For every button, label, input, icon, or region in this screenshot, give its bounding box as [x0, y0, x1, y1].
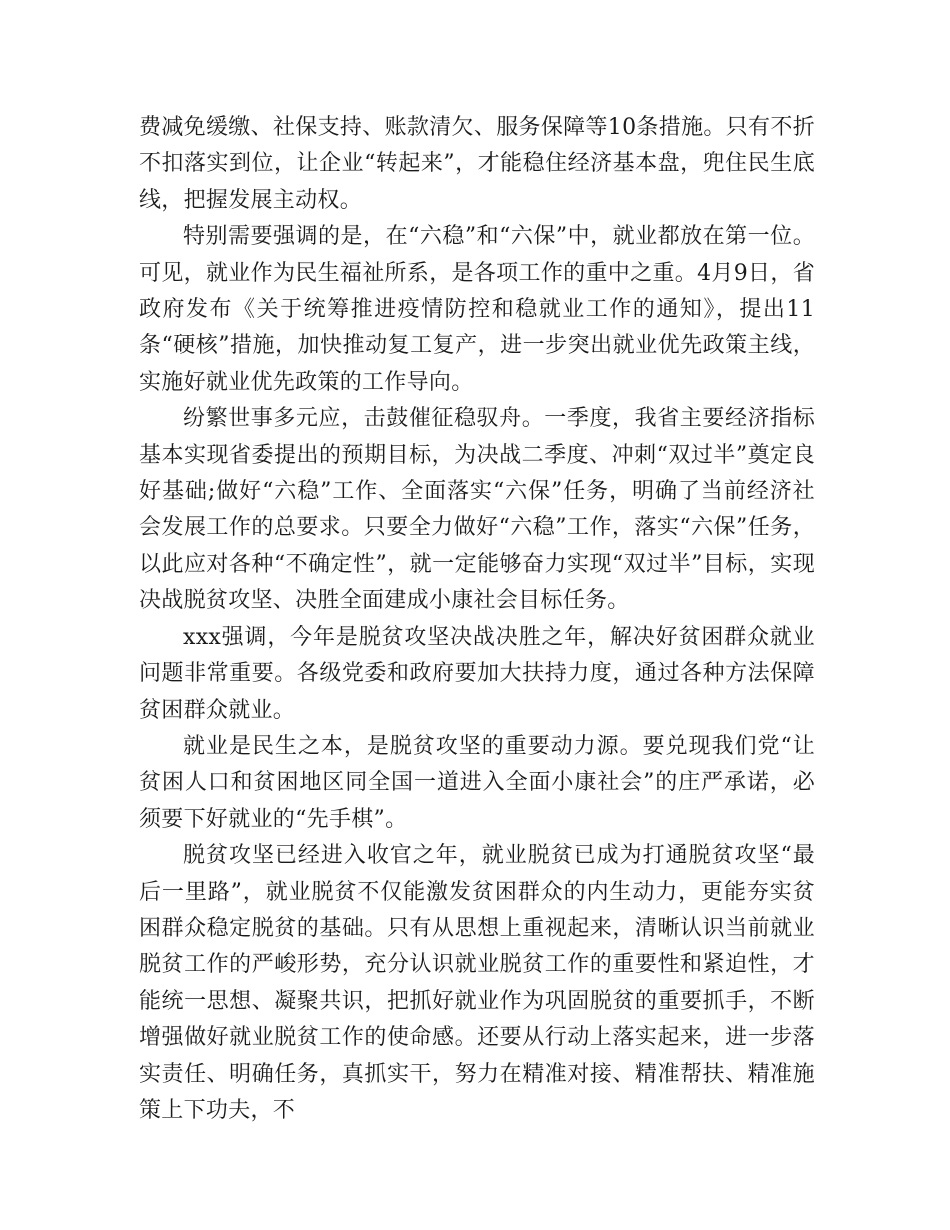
- paragraph-2: 特别需要强调的是，在“六稳”和“六保”中，就业都放在第一位。可见，就业作为民生福祉所系，是各项工作的重中之重。4月9日，省政府发布《关于统筹推进疫情防控和稳就业工作的通知》，提出11条“硬核”措施，加快推动复工复产，进一步突出就业优先政策主线，实施好就业优先政策的工作导向。: [139, 224, 815, 395]
- paragraph-5: 就业是民生之本，是脱贫攻坚的重要动力源。要兑现我们党“让贫困人口和贫困地区同全国一道进入全面小康社会”的庄严承诺，必须要下好就业的“先手棋”。: [139, 733, 815, 832]
- paragraph-1: 费减免缓缴、社保支持、账款清欠、服务保障等10条措施。只有不折不扣落实到位，让企业“转起来”，才能稳住经济基本盘，兜住民生底线，把握发展主动权。: [139, 115, 815, 213]
- document-body: [139, 110, 815, 1129]
- paragraph-3: 纷繁世事多元应，击鼓催征稳驭舟。一季度，我省主要经济指标基本实现省委提出的预期目标，为决战二季度、冲刺“双过半”奠定良好基础;做好“六稳”工作、全面落实“六保”任务，明确了当前经济社会发展工作的总要求。只要全力做好“六稳”工作，落实“六保”任务，以此应对各种“不确定性”，就一定能够奋力实现“双过半”目标，实现决战脱贫攻坚、决胜全面建成小康社会目标任务。: [139, 406, 815, 614]
- paragraph-4: xxx强调，今年是脱贫攻坚决战决胜之年，解决好贫困群众就业问题非常重要。各级党委和政府要加大扶持力度，通过各种方法保障贫困群众就业。: [139, 624, 815, 723]
- paragraph-6: 脱贫攻坚已经进入收官之年，就业脱贫已成为打通脱贫攻坚“最后一里路”，就业脱贫不仅能激发贫困群众的内生动力，更能夯实贫困群众稳定脱贫的基础。只有从思想上重视起来，清晰认识当前就业脱贫工作的严峻形势，充分认识就业脱贫工作的重要性和紧迫性，才能统一思想、凝聚共识，把抓好就业作为巩固脱贫的重要抓手，不断增强做好就业脱贫工作的使命感。还要从行动上落实起来，进一步落实责任、明确任务，真抓实干，努力在精准对接、精准帮扶、精准施策上下功夫，不: [139, 843, 815, 1123]
